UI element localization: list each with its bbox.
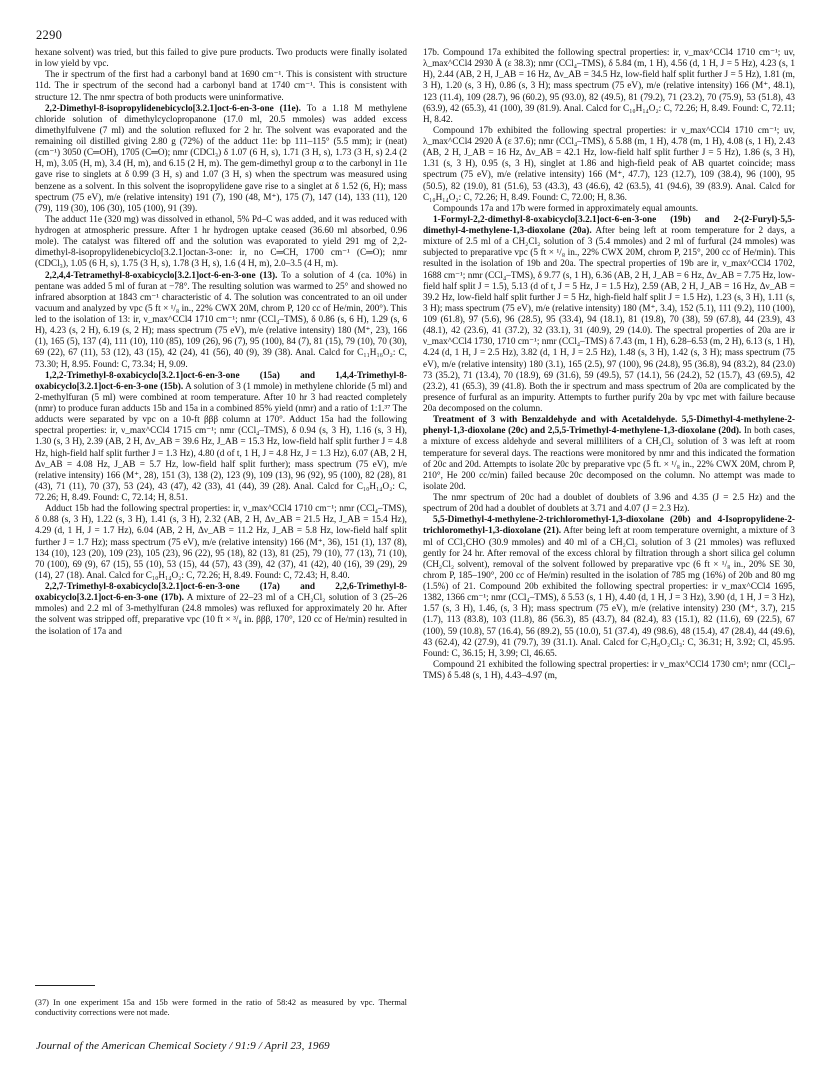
paragraph	[35, 48, 407, 70]
paragraph	[35, 504, 407, 582]
right-column	[423, 48, 795, 988]
paragraph-text: Compound 21 exhibited the following spectral properties: ir ν_max^CCl4 1730 cm¹; nmr (CCl₄–TMS) δ 5.48 (s, 1 H), 4.43–4.97 (m,	[423, 659, 795, 681]
footnote	[35, 980, 407, 1018]
paragraph	[423, 215, 795, 415]
footnote-text: (37) In one experiment 15a and 15b were formed in the ratio of 58:42 as measured by vpc. Thermal conductivity corrections were not made.	[35, 998, 407, 1017]
paragraph	[423, 126, 795, 204]
page-number: 2290	[36, 28, 63, 42]
paragraph-text: 17b. Compound 17a exhibited the following spectral properties: ir, ν_max^CCl4 1710 cm⁻¹; uv, λ_max^CCl4 2930 Å (ε 38.3); nmr (CCl₄–TMS), δ 5.84 (m, 1 H), 4.56 (d, 1 H, J = 5 Hz), 4.23 (s, 1 H), 2.44 (AB, 2 H, J_AB = 16 Hz, Δν_AB = 34.5 Hz, low-field half split further J = 5 Hz), 1.81 (m, 3 H), 1.20 (s, 3 H), 0.86 (s, 3 H); mass spectrum (75 eV), m/e (relative intensity) 166 (M⁺, 48.1), 123 (11.4), 109 (28.7), 96 (60.2), 95 (93.0), 82 (49.5), 81 (79.2), 71 (23.2), 70 (75.9), 53 (51.8), 43 (63.9), 42 (65.3), 41 (100), 39 (81.9). Anal. Calcd for C₁₀H₁₄O₂: C, 72.26; H, 8.49. Found: C, 72.11; H, 8.42.	[423, 48, 795, 125]
paragraph	[423, 493, 795, 515]
paragraph-text: To a solution of 4 (ca. 10%) in pentane was added 5 ml of furan at −78°. The resulting solution was warmed to 25° and showed no infrared absorption at 1843 cm⁻¹ characteristic of 4. The solution was concentrated to an oil under vacuum and analyzed by vpc (5 ft × ¹/₈ in., 22% CWX 20M, chrom P, 120 cc of He/min, 200°). This led to the isolation of 13: ir, ν_max^CCl4 1710 cm⁻¹; nmr (CCl₄–TMS), δ 0.86 (s, 6 H), 1.29 (s, 6 H), 4.23 (s, 2 H), 6.19 (s, 2 H); mass spectrum (75 eV), m/e (relative intensity) 180 (M⁺, 23), 166 (1), 165 (5), 137 (4), 111 (10), 110 (85), 109 (26), 96 (7), 95 (100), 84 (7), 81 (15), 79 (10), 70 (30), 69 (22), 67 (11), 53 (12), 43 (15), 42 (24), 41 (56), 40 (9), 39 (38). Anal. Calcd for C₁₁H₁₆O₂: C, 73.30; H, 8.95. Found: C, 73.34; H, 9.09.	[35, 270, 407, 370]
section-heading: 2,2,4,4-Tetramethyl-8-oxabicyclo[3.2.1]oct-6-en-3-one (13).	[45, 270, 278, 281]
paragraph-text: The adduct 11e (320 mg) was dissolved in ethanol, 5% Pd–C was added, and it was reduced with hydrogen at atmospheric pressure. After 1 hr hydrogen uptake ceased (36.60 ml absorbed, 0.96 mole). The catalyst was filtered off and the solution was evaporated to yield 291 mg of 2,2-dimethyl-8-isopropylidenebicyclo[3.2.1]octan-3-one: ir, no C═CH, 1700 cm⁻¹ (C═O); nmr (CDCl₃), 1.05 (6 H, s), 1.75 (3 H, s), 1.78 (3 H, s), 1.6 (4 H, m), 2.0–3.5 (4 H, m).	[35, 214, 407, 270]
section-heading: 2,2-Dimethyl-8-isopropylidenebicyclo[3.2.1]oct-6-en-3-one (11e).	[45, 103, 301, 114]
paragraph-text: A solution of 3 (1 mmole) in methylene chloride (5 ml) and 2-methylfuran (5 ml) were combined at room temperature. After 10 hr 3 had reacted completely (nmr) to produce furan adducts 15b and 15a in a combined 85% yield (nmr) and a ratio of 1:1.³⁷ The adducts were separated by vpc on a 10-ft βββ column at 170°. Adduct 15a had the following spectral properties: ir, ν_max^CCl4 1715 cm⁻¹; nmr (CCl₄–TMS), δ 0.94 (s, 3 H), 1.16 (s, 3 H), 1.30 (s, 3 H), 2.39 (AB, 2 H, Δν_AB = 39.6 Hz, J_AB = 15.3 Hz, low-field half split further J = 4.8 Hz, high-field half split further J = 1.3 Hz), 4.80 (d of t, 1 H, J = 4.8 Hz, J = 1.3 Hz), 6.07 (AB, 2 H, Δν_AB = 4.08 Hz, J_AB = 5.7 Hz, low-field half split further); mass spectrum (75 eV), m/e (relative intensity) 166 (M⁺, 28), 151 (3), 138 (2), 123 (9), 109 (13), 96 (92), 95 (100), 82 (28), 81 (43), 71 (11), 70 (37), 53 (24), 43 (47), 42 (33), 41 (44), 39 (28). Anal. Calcd for C₁₀H₁₄O₂: C, 72.26; H, 8.49. Found: C, 72.14; H, 8.51.	[35, 381, 407, 503]
paragraph-text: Compounds 17a and 17b were formed in approximately equal amounts.	[433, 203, 699, 214]
paragraph-text: Compound 17b exhibited the following spectral properties: ir ν_max^CCl4 1710 cm⁻¹; uv, λ_max^CCl4 2920 Å (ε 37.6); nmr (CCl₄–TMS), δ 5.88 (m, 1 H), 4.78 (m, 1 H), 4.08 (s, 1 H), 2.43 (AB, 2 H, J_AB = 16 Hz, Δν_AB = 42.1 Hz, low-field half split further J = 5 Hz), 1.86 (s, 3 H), 1.31 (s, 3 H), 0.95 (s, 3 H), singlet at 1.86 and high-field peak of AB quartet coincide; mass spectrum (75 eV), m/e (relative intensity) 166 (M⁺, 47.7), 123 (12.7), 109 (38.4), 96 (100), 95 (50.5), 82 (19.0), 81 (51.6), 53 (43.3), 43 (46.6), 42 (63.5), 41 (94.6), 39 (83.9). Anal. Calcd for C₁₀H₁₄O₂: C, 72.26; H, 8.49. Found: C, 72.00; H, 8.36.	[423, 125, 795, 203]
paragraph	[35, 215, 407, 271]
paragraph-text: In both cases, a mixture of excess aldehyde and several milliliters of a CH₂Cl₂ solution of 3 was left at room temperature for several days. The reactions were monitored by nmr and this indicated the formation of 20c and 20d. Attempts to isolate 20c by preparative vpc (5 ft. × ¹/₈ in., 22% CWX 20M, chrom P, 210°, He 200 cc/min) failed because 20c decomposed on the column. No attempt was made to isolate 20d.	[423, 426, 796, 492]
paragraph	[423, 204, 795, 215]
paragraph-text: The nmr spectrum of 20c had a doublet of doublets of 3.96 and 4.35 (J = 2.5 Hz) and the spectrum of 20d had a doublet of doublets at 3.71 and 4.07 (J = 2.3 Hz).	[423, 493, 795, 515]
section-heading: 1-Formyl-2,2-dimethyl-8-oxabicyclo[3.2.1]oct-6-en-3-one (19b) and 2-(2-Furyl)-5,5-dimethyl-4-methylene-1,3-dioxolane (20a).	[423, 214, 795, 236]
paragraph-text: hexane solvent) was tried, but this failed to give pure products. Two products were finally isolated in low yield by vpc.	[35, 48, 407, 70]
footnote-divider	[35, 985, 95, 986]
paragraph	[35, 70, 407, 103]
paragraph	[35, 271, 407, 371]
paragraph	[423, 660, 795, 682]
paragraph-text: Adduct 15b had the following spectral properties: ir, ν_max^CCl4 1710 cm⁻¹; nmr (CCl₄–TMS), δ 0.88 (s, 3 H), 1.22 (s, 3 H), 1.41 (s, 3 H), 2.32 (AB, 2 H, Δν_AB = 21.5 Hz, J_AB = 15.4 Hz), 4.29 (d, 1 H, J = 1.7 Hz), 6.04 (AB, 2 H, Δν_AB = 11.2 Hz, J_AB = 5.8 Hz, low-field half split further J = 1.7 Hz); mass spectrum (75 eV), m/e (relative intensity) 166 (M⁺, 36), 151 (1), 137 (8), 134 (10), 123 (20), 109 (23), 105 (23), 96 (22), 95 (18), 82 (13), 81 (25), 79 (10), 77 (13), 71 (10), 70 (100), 69 (9), 67 (15), 55 (10), 53 (15), 44 (57), 43 (39), 42 (37), 41 (42), 40 (16), 39 (29), 29 (14), 27 (18). Anal. Calcd for C₁₀H₁₄O₂: C, 72.26; H, 8.49. Found: C, 72.43; H, 8.40.	[35, 504, 407, 581]
left-column	[35, 48, 407, 945]
paragraph	[35, 104, 407, 215]
paragraph-text: To a 1.18 M methylene chloride solution of dimethylcyclopropanone (17.0 ml, 20.5 mmoles) was added excess dimethylfulvene (7 ml) and the solution refluxed for 2 hr. The solvent was evaporated and the remaining oil distilled giving 2.80 g (72%) of the adduct 11e: bp 111–115° (5.5 mm); ir (neat) (cm⁻¹) 3050 (C═OH), 1705 (C═O); nmr (CDCl₃) δ 1.07 (6 H, s), 1.71 (3 H, s), 1.73 (3 H, s) 2.4 (2 H, m), 3.05 (H, m), 3.4 (H, m), and 6.15 (2 H, m). The gem-dimethyl group α to the carbonyl in 11e gave rise to singlets at δ 0.99 (3 H, s) and 1.07 (3 H, s) when the spectrum was measured using benzene as a solvent. In this solvent the isopropylidene gave rise to a singlet at δ 1.52 (6, H); mass spectrum (75 eV), m/e (relative intensity) 191 (7), 190 (48, M⁺), 175 (7), 147 (14), 133 (11), 120 (79), 119 (30), 106 (30), 105 (100), 91 (39).	[35, 103, 407, 214]
section-heading: Treatment of 3 with Benzaldehyde and with Acetaldehyde. 5,5-Dimethyl-4-methylene-2-phenyl-1,3-dioxolane (20c) and 2,5,5-Trimethyl-4-methylene-1,3-dioxolane (20d).	[423, 415, 795, 437]
section-heading: 5,5-Dimethyl-4-methylene-2-trichloromethyl-1,3-dioxolane (20b) and 4-Isopropylidene-2-trichloromethyl-1,3-dioxolane (21).	[423, 515, 795, 537]
paragraph	[35, 582, 407, 638]
section-heading: 1,2,2-Trimethyl-8-oxabicyclo[3.2.1]oct-6-en-3-one (15a) and 1,4,4-Trimethyl-8-oxabicyclo[3.2.1]oct-6-en-3-one (15b).	[35, 370, 407, 392]
paragraph-text: The ir spectrum of the first had a carbonyl band at 1690 cm⁻¹. This is consistent with structure 11d. The ir spectrum of the second had a carbonyl band at 1740 cm⁻¹. This is consistent with structure 12. The nmr spectra of both products were uninformative.	[35, 70, 407, 103]
paragraph	[423, 415, 795, 493]
paragraph	[35, 371, 407, 505]
paragraph-text: A mixture of 22–23 ml of a CH₂Cl₂ solution of 3 (25–26 mmoles) and 2.2 ml of 3-methylfuran (24.8 mmoles) was refluxed for approximately 20 hr. After the solvent was stripped off, preparative vpc (10 ft × ³/₈ in. βββ, 170°, 120 cc of He/min) resulted in the isolation of 17a and	[35, 593, 408, 637]
paragraph-text: After being left at room temperature overnight, a mixture of 3 ml of CCl₃CHO (30.9 mmoles) and 40 ml of a CH₂Cl₂ solution of 3 (21 mmoles) was refluxed gently for 24 hr. After removal of the excess chloral by filtration through a short silica gel column (CH₂Cl₂ solvent), removal of the solvent followed by preparative vpc (6 ft × ¹/₈ in., 20% SE 30, chrom P, 185–190°, 200 cc of He/min) resulted in the isolation of 785 mg (16%) of 20b and 80 mg (1.5%) of 21. Compound 20b exhibited the following spectral properties: ir ν_max^CCl4 1695, 1382, 1366 cm⁻¹; nmr (CCl₄–TMS), δ 5.53 (s, 1 H), 4.40 (d, 1 H, J = 3 Hz), 3.90 (d, 1 H, J = 3 Hz), 1.57 (s, 3 H), 1.46, (s, 3 H); mass spectrum (75 eV), m/e (relative intensity) 230 (M⁺, 3.7), 215 (1.7), 113 (83.8), 103 (11.8), 86 (56.3), 85 (43.7), 84 (82.4), 83 (15.1), 82 (11.6), 69 (22.5), 67 (100), 59 (10.8), 57 (16.4), 56 (89.2), 55 (10.0), 51 (37.4), 49 (98.6), 48 (15.4), 47 (28.4), 44 (49.6), 43 (62.4), 42 (27.9), 41 (79.7), 39 (31.1). Anal. Calcd for C₇H₉O₂Cl₃: C, 36.31; H, 3.92; Cl, 45.95. Found: C, 36.15; H, 3.99; Cl, 46.65.	[423, 526, 796, 659]
paragraph-text: After being left at room temperature for 2 days, a mixture of 2.5 ml of a CH₂Cl₂ solution of 3 (5.4 mmoles) and 2 ml of furfural (24 mmoles) was subjected to preparative vpc (5 ft × ¹/₈ in., 22% CWX 20M, chrom P, 215°, 200 cc of He/min). This resulted in the isolation of 19b and 20a. The spectral properties of 19b are ir, ν_max^CCl4 1702, 1688 cm⁻¹; nmr (CCl₄–TMS), δ 9.77 (s, 1 H), 6.36 (AB, 2 H, J_AB = 6 Hz, Δν_AB = 7.75 Hz, low-field half split J = 1.5), 5.13 (d of t, J = 5 Hz, J = 1.5 Hz), 2.59 (AB, 2 H, J_AB = 16 Hz, Δν_AB = 39.2 Hz, low-field half split further J = 5 Hz, high-field half split J = 1.5 Hz), 1.23 (s, 3 H), 1.11 (s, 3 H); mass spectrum (75 eV), m/e (relative intensity) 180 (M⁺, 3.4), 152 (5.1), 111 (9.2), 110 (100), 109 (61.8), 97 (5.6), 96 (28.5), 95 (33.4), 94 (18.1), 81 (19.8), 70 (38), 59 (67.8), 44 (23.9), 43 (48.1), 42 (23.6), 41 (37.2), 32 (33.1), 31 (40.9), 29 (14.0). The spectral properties of 20a are ir ν_max^CCl4 1730, 1710 cm⁻¹; nmr (CCl₄–TMS) δ 7.43 (m, 1 H), 6.28–6.53 (m, 2 H), 6.13 (s, 1 H), 4.24 (d, 1 H, J = 2.5 Hz), 3.82 (d, 1 H, J = 2.5 Hz), 1.48 (s, 3 H), 1.42 (s, 3 H); mass spectrum (75 eV), m/e (relative intensity) 180 (3.1), 165 (2.5), 97 (100), 96 (24.8), 95 (36.8), 94 (83.2), 84 (23.0) 73 (35.2), 71 (13.4), 70 (18.9), 69 (31.6), 59 (49.5), 57 (14.1), 56 (24.2), 52 (15.7), 43 (69.5), 42 (23.2), 41 (65.3), 39 (41.8). Both the ir spectrum and mass spectrum of 20a are complicated by the presence of furfural as an impurity. Attempts to further purify 20a by vpc met with failure because 20a decomposed on the column.	[423, 226, 795, 414]
journal-footer: Journal of the American Chemical Society / 91:9 / April 23, 1969	[36, 1040, 330, 1052]
paragraph	[423, 515, 795, 660]
paragraph	[423, 48, 795, 126]
section-heading: 2,2,7-Trimethyl-8-oxabicyclo[3.2.1]oct-6-en-3-one (17a) and 2,2,6-Trimethyl-8-oxabicyclo[3.2.1]oct-6-en-3-one (17b).	[35, 582, 407, 604]
